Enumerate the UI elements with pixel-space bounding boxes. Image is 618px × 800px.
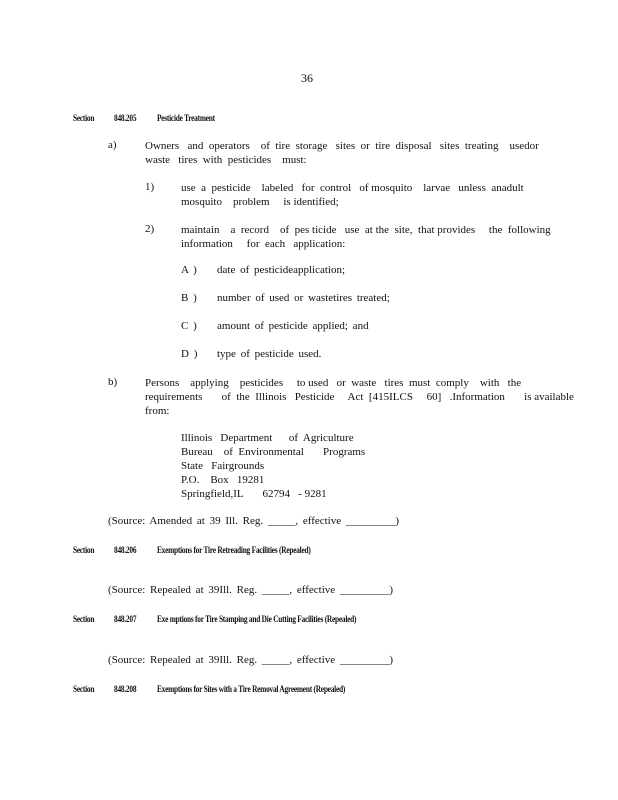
item-D-label: D ) bbox=[181, 348, 198, 360]
source-note: (Source: Repealed at 39Ill. Reg. _____, effective _________) bbox=[108, 654, 394, 666]
section-title: Exemptions for Tire Retreading Facilities (Repealed) bbox=[157, 545, 311, 555]
section-label: Section bbox=[73, 113, 95, 123]
item-A-text: date of pesticideapplication; bbox=[217, 264, 346, 276]
item-1-text: use a pesticide labeled for control of mosquito larvae unless anadult mosquito problem is identified; bbox=[181, 182, 524, 208]
item-A-label: A ) bbox=[181, 264, 197, 276]
item-B-text: number of used or wastetires treated; bbox=[217, 292, 390, 304]
section-number: 848.205 bbox=[114, 113, 137, 123]
section-label: Section bbox=[73, 545, 95, 555]
page-number: 36 bbox=[301, 71, 313, 85]
item-b-label: b) bbox=[108, 376, 118, 388]
agency-address: Illinois Department of Agriculture Bureau of Environmental Programs State Fairgrounds P.O. Box 19281 Springfield,IL 62794 - 9281 bbox=[181, 432, 366, 500]
item-D-text: type of pesticide used. bbox=[217, 348, 322, 360]
item-2-text: maintain a record of pes ticide use at the site, that provides the following information for each application: bbox=[181, 224, 551, 250]
section-title: Pesticide Treatment bbox=[157, 113, 215, 123]
item-b-text: Persons applying pesticides to used or waste tires must comply with the requirements of the Illinois Pesticide Act [415ILCS 60] .Information is available from: bbox=[145, 377, 574, 417]
item-a-text: Owners and operators of tire storage sites or tire disposal sites treating usedor waste tires with pesticides must: bbox=[145, 140, 539, 166]
section-title: Exemptions for Sites with a Tire Removal Agreement (Repealed) bbox=[157, 684, 346, 694]
source-note: (Source: Amended at 39 Ill. Reg. _____, effective _________) bbox=[108, 515, 400, 527]
item-C-label: C ) bbox=[181, 320, 197, 332]
section-number: 848.208 bbox=[114, 684, 137, 694]
section-label: Section bbox=[73, 614, 95, 624]
item-C-text: amount of pesticide applied; and bbox=[217, 320, 369, 332]
item-B-label: B ) bbox=[181, 292, 197, 304]
section-number: 848.206 bbox=[114, 545, 137, 555]
source-note: (Source: Repealed at 39Ill. Reg. _____, effective _________) bbox=[108, 584, 394, 596]
item-1-label: 1) bbox=[145, 181, 155, 193]
section-number: 848.207 bbox=[114, 614, 137, 624]
section-title: Exe mptions for Tire Stamping and Die Cutting Facilities (Repealed) bbox=[157, 614, 357, 624]
section-label: Section bbox=[73, 684, 95, 694]
item-a-label: a) bbox=[108, 139, 117, 151]
item-2-label: 2) bbox=[145, 223, 155, 235]
